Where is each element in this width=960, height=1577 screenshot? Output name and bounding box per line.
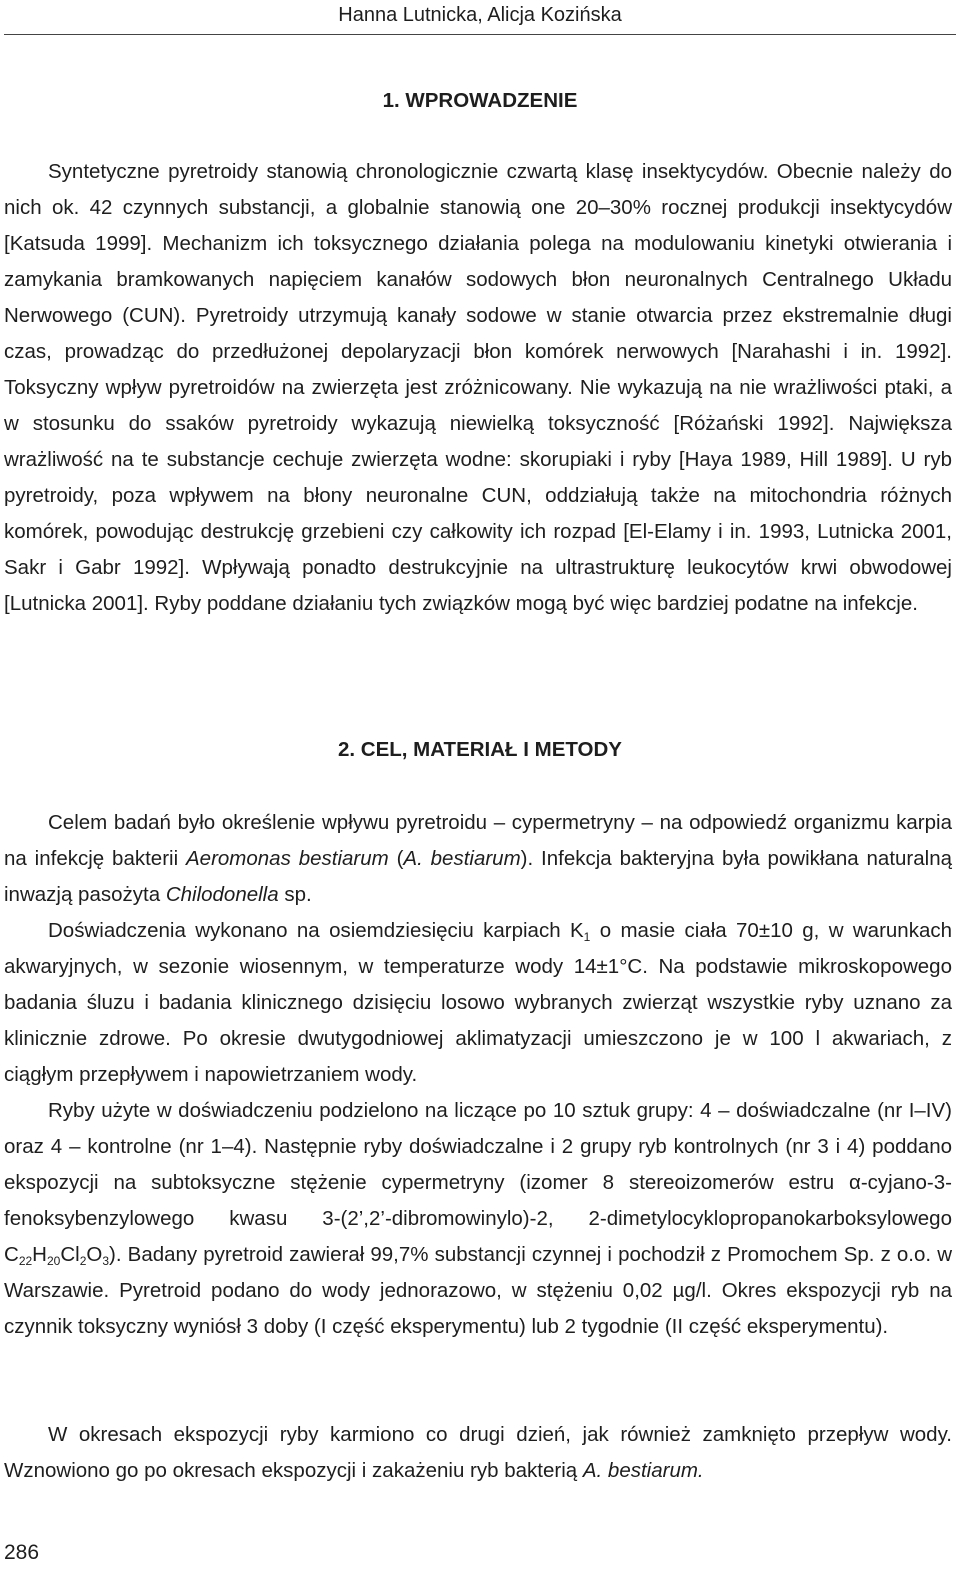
section-heading-methods: 2. CEL, MATERIAŁ I METODY — [338, 738, 622, 761]
methods-paragraph-groups: Ryby użyte w doświadczeniu podzielono na liczące po 10 sztuk grupy: 4 – doświadczalne (nr I–IV) oraz 4 – kontrolne (nr 1–4). Następnie ryby doświadczalne i 2 grupy ryb kontrolnych (nr 3 i 4) poddano ekspozycji na subtoksyczne stężenie cypermetryny (izomer 8 stereoizomerów estru α-cyjano-3-fenoksybenzylowego kwasu 3-(2’,2’-dibromowinylo)-2, 2-dimetylocyklopropanokarboksylowego $C_{22}H_{20}Cl_2O_3$). Badany pyretroid zawierał 99,7% substancji czynnej i pochodził z Promochem Sp. z o.o. w Warszawie. Pyretroid podano do wody jednorazowo, w stężeniu 0,02 µg/l. Okres ekspozycji ryb na czynnik toksyczny wyniósł 3 doby (I część eksperymentu) lub 2 tygodnie (II część eksperymentu). — [4, 1099, 952, 1338]
page-number: 286 — [4, 1541, 40, 1564]
running-header: Hanna Lutnicka, Alicja Kozińska — [338, 4, 622, 26]
methods-paragraph-feeding: W okresach ekspozycji ryby karmiono co drugi dzień, jak również zamknięto przepływ wody. Wznowiono go po okresach ekspozycji i zakażeniu ryb bakterią A. bestiarum. — [4, 1423, 952, 1482]
methods-paragraph-fish: Doświadczenia wykonano na osiemdziesięciu karpiach $K_1$ o masie ciała 70±10 g, w warunkach akwaryjnych, w sezonie wiosennym, w temperaturze wody 14±1°C. Na podstawie mikroskopowego badania śluzu i badania klinicznego dzisięciu losowo wybranych zwierząt wszystkie ryby uznano za klinicznie zdrowe. Po okresie dwutygodniowej aklimatyzacji umieszczono je w 100 l akwariach, z ciągłym przepływem i napowietrzaniem wody. — [4, 919, 952, 1086]
header-rule — [4, 34, 956, 35]
section-heading-introduction: 1. WPROWADZENIE — [382, 89, 578, 112]
intro-paragraph: Syntetyczne pyretroidy stanowią chronologicznie czwartą klasę insektycydów. Obecnie należy do nich ok. 42 czynnych substancji, a globalnie stanowią one 20–30% rocznej produkcji insektycydów [Katsuda 1999]. Mechanizm ich toksycznego działania polega na modulowaniu kinetyki otwierania i zamykania bramkowanych napięciem kanałów sodowych błon neuronalnych Centralnego Układu Nerwowego (CUN). Pyretroidy utrzymują kanały sodowe w stanie otwarcia przez ekstremalnie długi czas, prowadząc do przedłużonej depolaryzacji błon komórek nerwowych [Narahashi i in. 1992]. Toksyczny wpływ pyretroidów na zwierzęta jest zróżnicowany. Nie wykazują na nie wrażliwości ptaki, a w stosunku do ssaków pyretroidy wykazują niewielką toksyczność [Różański 1992]. Największa wrażliwość na te substancje cechuje zwierzęta wodne: skorupiaki i ryby [Haya 1989, Hill 1989]. U ryb pyretroidy, poza wpływem na błony neuronalne CUN, oddziałują także na mitochondria różnych komórek, powodując destrukcję grzebieni czy całkowity ich rozpad [El-Elamy i in. 1993, Lutnicka 2001, Sakr i Gabr 1992]. Wpływają ponadto destrukcyjnie na ultrastrukturę leukocytów krwi obwodowej [Lutnicka 2001]. Ryby poddane działaniu tych związków mogą być więc bardziej podatne na infekcje. — [4, 160, 952, 615]
methods-paragraph-aim: Celem badań było określenie wpływu pyretroidu – cypermetryny – na odpowiedź organizmu karpia na infekcję bakterii Aeromonas bestiarum (A. bestiarum). Infekcja bakteryjna była powikłana naturalną inwazją pasożyta Chilodonella sp. — [4, 811, 953, 906]
